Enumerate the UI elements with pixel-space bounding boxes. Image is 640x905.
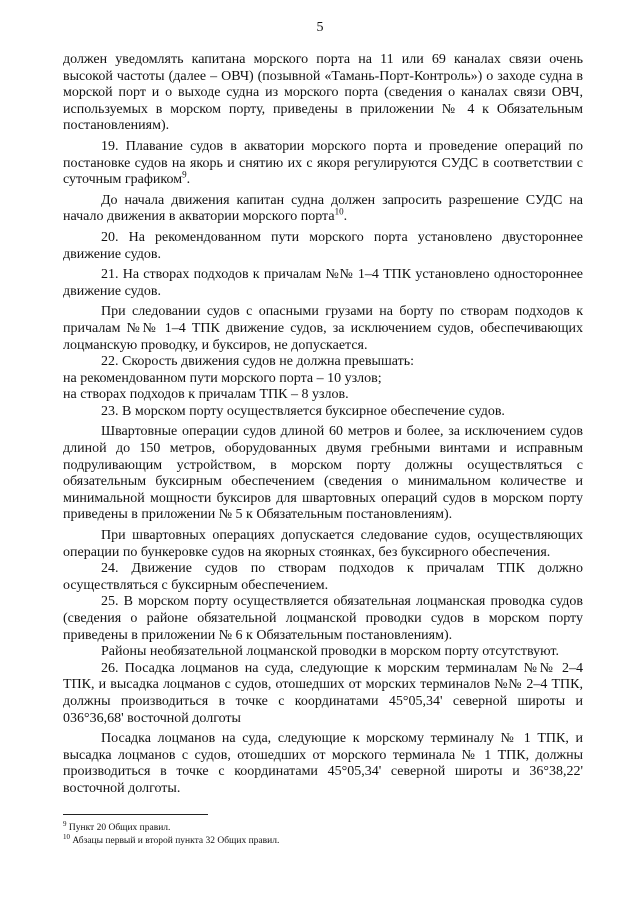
paragraph: на рекомендованном пути морского порта – 10 узлов; [63,370,382,386]
footnote-text: Абзацы первый и второй пункта 32 Общих правил. [70,836,280,846]
paragraph: 21. На створах подходов к причалам №№ 1–4 ТПК установлено одностороннее движение судов. [63,267,583,299]
paragraph: Швартовные операции судов длиной 60 метров и более, за исключением судов длиной до 150 метров, оборудованных двумя гребными винтами и исправным подруливающим устройством, в морском порту должны осуществляться с обязательным буксирным обеспечением (сведения о минимальном количестве и минимальной мощности буксиров для швартовных операций судов в морском порту приведены в приложении № 5 к Обязательным постановлениям). [63,424,583,523]
paragraph: 23. В морском порту осуществляется буксирное обеспечение судов. [101,403,505,419]
footnote [63,832,583,848]
page-number: 5 [316,20,324,35]
paragraph: До начала движения капитан судна должен запросить разрешение СУДС на начало движения в акватории морского порта$^{10}$. [63,192,583,225]
paragraph: При следовании судов с опасными грузами на борту по створам подходов к причалам №№ 1–4 ТПК движение судов, за исключением судов, обеспечивающих лоцманскую проводку, и буксиров, не допускается. [63,304,583,353]
paragraph: Посадка лоцманов на суда, следующие к морскому терминалу № 1 ТПК, и высадка лоцманов с судов, отошедших от морского терминала № 1 ТПК, должны производиться в точке с координатами 45°05,34' северной широты и 36°38,22' восточной долготы. [63,731,583,796]
footnote-mark: 9 [63,819,67,828]
paragraph-text: 19. Плавание судов в акватории морского порта и проведение операций по постановке судов на якорь и снятию их с якоря регулируются СУДС в соответствии с суточным графиком [63,138,583,188]
paragraph: 24. Движение судов по створам подходов к причалам ТПК должно осуществляться с буксирным обеспечением. [63,561,583,593]
footnote-separator [63,814,208,815]
footnote-mark: 10 [63,832,70,841]
paragraph: на створах подходов к причалам ТПК – 8 узлов. [63,387,349,403]
paragraph: 26. Посадка лоцманов на суда, следующие к морским терминалам №№ 2–4 ТПК, и высадка лоцманов с судов, отошедших от морских терминалов №№ 2–4 ТПК, должны производиться в точке с координатами 45°05,34' северной широты и 036°36,68' восточной долготы [63,660,583,726]
paragraph: 25. В морском порту осуществляется обязательная лоцманская проводка судов (сведения о районе обязательной лоцманской проводки судов в морском порту приведены в приложении № 6 к Обязательным постановлениям). [63,594,583,643]
paragraph: 22. Скорость движения судов не должна превышать: [101,354,414,370]
paragraph-text: До начала движения капитан судна должен запросить разрешение СУДС на начало движения в акватории морского порта [63,192,583,225]
paragraph: должен уведомлять капитана морского порта на 11 или 69 каналах связи очень высокой частоты (далее – ОВЧ) (позывной «Тамань-Порт-Контроль») о заходе судна в морской порт и о выходе судна из морского порта (сведения о каналах связи ОВЧ, используемых в морском порту, приведены в приложении № 4 к Обязательным постановлениям). [63,52,583,134]
footnotes [63,819,583,848]
footnote-ref: 10 [334,206,344,217]
paragraph: 20. На рекомендованном пути морского порта установлено двустороннее движение судов. [63,229,583,262]
footnote [63,819,583,835]
paragraph: При швартовных операциях допускается следование судов, осуществляющих операции по бункеровке судов на якорных стоянках, без буксирного обеспечения. [63,528,583,560]
footnote-ref: 9 [182,169,187,180]
paragraph: Районы необязательной лоцманской проводки в морском порту отсутствуют. [101,644,559,660]
paragraph: 19. Плавание судов в акватории морского порта и проведение операций по постановке судов на якорь и снятию их с якоря регулируются СУДС в соответствии с суточным графиком$^9$. [63,138,583,188]
footnote-text: Пункт 20 Общих правил. [66,823,171,833]
body-text [63,52,583,798]
